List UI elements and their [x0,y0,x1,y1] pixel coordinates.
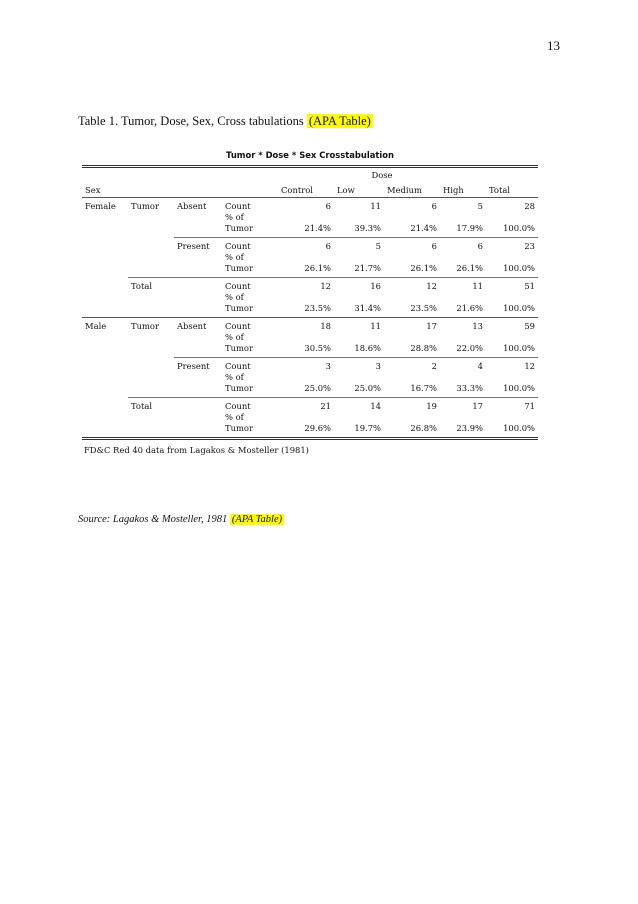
cell-high: 11 [440,278,486,293]
cell-high: 17.9% [456,223,483,233]
cell-total: 51 [486,278,538,293]
dose-header: Dose [278,167,486,182]
table-footnote: FD&C Red 40 data from Lagakos & Mosteller (1981) [84,445,309,455]
cell-control: 23.5% [304,303,331,313]
cell-medium: 6 [431,201,437,211]
cell-low: 5 [334,238,384,253]
cell-low: 11 [334,318,384,333]
table-row [82,412,538,439]
cell-sex [82,412,128,439]
cell-medium: 6 [384,238,440,253]
cell-control: 25.0% [304,383,331,393]
cell-medium: 2 [384,358,440,373]
cell-sub [174,372,222,398]
cell-measure: % of Tumor [225,252,253,273]
cell-total: 100.0% [503,223,535,233]
cell-total: 100.0% [503,303,535,313]
cell-medium: 26.1% [410,263,437,273]
table-row [82,198,538,213]
table-row [82,292,538,318]
cell-high: 5 [477,201,483,211]
header-high: High [440,181,486,198]
cell-sex [82,292,128,318]
cell-low: 25.0% [354,383,381,393]
caption-text: Table 1. Tumor, Dose, Sex, Cross tabulations [78,114,304,128]
header-medium: Medium [384,181,440,198]
cell-low: 18.6% [354,343,381,353]
source-text: Source: Lagakos & Mosteller, 1981 [78,514,228,525]
cell-total: 100.0% [503,263,535,273]
cell-low: 19.7% [334,412,384,439]
cell-group [128,252,174,278]
table-row [82,238,538,253]
cell-total: 100.0% [486,412,538,439]
cell-group [128,332,174,358]
header-sex: Sex [82,181,128,198]
cell-low: 16 [334,278,384,293]
cell-medium: 21.4% [410,223,437,233]
table-row [82,372,538,398]
cell-sub [174,398,222,413]
cell-measure: Count [222,358,278,373]
cell-group [128,412,174,439]
cell-sex: Male [82,318,128,333]
cell-measure: % of Tumor [225,332,253,353]
cell-high: 26.1% [456,263,483,273]
cell-sex [82,238,128,253]
cell-measure: Count [222,238,278,253]
table-row [82,278,538,293]
table-row [82,332,538,358]
cell-sub [174,278,222,293]
table-row [82,318,538,333]
cell-control: 12 [278,278,334,293]
cell-control: 29.6% [278,412,334,439]
cell-sex [82,372,128,398]
table-row [82,358,538,373]
cell-medium: 12 [384,278,440,293]
cell-total: 100.0% [503,343,535,353]
cell-low: 3 [334,358,384,373]
crosstab-table-block [82,150,538,455]
cell-measure: Count [225,201,251,211]
table-title: Tumor * Dose * Sex Crosstabulation [226,150,394,160]
cell-low: 39.3% [354,223,381,233]
cell-low: 21.7% [354,263,381,273]
cell-total: 12 [486,358,538,373]
cell-medium: 17 [384,318,440,333]
cell-control: 3 [278,358,334,373]
cell-high: 21.6% [456,303,483,313]
cell-sub: Present [174,238,222,253]
cell-group [128,238,174,253]
cell-group: Total [128,398,174,413]
table-row [82,252,538,278]
cell-control: 21 [278,398,334,413]
cell-low: 11 [370,201,381,211]
table-row [82,398,538,413]
dose-header-row [82,167,538,182]
cell-measure: Count [222,318,278,333]
cell-low: 31.4% [354,303,381,313]
cell-group: Tumor [128,318,174,333]
source-highlight: (APA Table) [231,514,283,525]
cell-group [128,212,174,238]
cell-sub [174,412,222,439]
cell-measure: Count [222,278,278,293]
cell-medium: 28.8% [410,343,437,353]
cell-medium: 19 [384,398,440,413]
column-header-row [82,181,538,198]
cell-total: 28 [524,201,535,211]
cell-medium: 26.8% [384,412,440,439]
cell-sex [82,212,128,238]
cell-sub [174,292,222,318]
cell-high: 23.9% [440,412,486,439]
cell-sex: Female [85,201,116,211]
cell-sub: Present [174,358,222,373]
cell-group [128,358,174,373]
cell-sub [174,212,222,238]
cell-measure: % of Tumor [225,372,253,393]
cell-control: 30.5% [304,343,331,353]
cell-high: 17 [440,398,486,413]
cell-high: 6 [440,238,486,253]
cell-total: 71 [486,398,538,413]
header-control: Control [278,181,334,198]
cell-sex [82,278,128,293]
cell-total: 100.0% [503,383,535,393]
source-line [78,514,284,525]
cell-total: 23 [486,238,538,253]
header-low: Low [334,181,384,198]
cell-measure: % of Tumor [225,292,253,313]
cell-sex [82,332,128,358]
cell-measure: % of Tumor [222,412,278,439]
cell-group [128,372,174,398]
cell-high: 4 [440,358,486,373]
cell-sub [174,332,222,358]
cell-control: 21.4% [304,223,331,233]
cell-high: 33.3% [456,383,483,393]
crosstab-table [82,165,538,440]
cell-control: 6 [325,201,331,211]
caption-highlight: (APA Table) [308,114,371,128]
cell-medium: 16.7% [410,383,437,393]
cell-sub: Absent [174,318,222,333]
cell-medium: 23.5% [410,303,437,313]
table-caption [78,114,373,129]
page-number: 13 [547,38,560,53]
cell-group: Total [128,278,174,293]
cell-sex [82,398,128,413]
cell-group: Tumor [131,201,159,211]
cell-high: 13 [440,318,486,333]
cell-total: 59 [486,318,538,333]
cell-sex [82,252,128,278]
cell-control: 6 [278,238,334,253]
cell-sex [82,358,128,373]
table-row [82,212,538,238]
cell-control: 18 [278,318,334,333]
cell-measure: Count [222,398,278,413]
cell-sub [174,252,222,278]
cell-low: 14 [334,398,384,413]
cell-control: 26.1% [304,263,331,273]
header-total: Total [486,181,538,198]
cell-group [128,292,174,318]
cell-high: 22.0% [456,343,483,353]
cell-measure: % of Tumor [225,212,253,233]
cell-sub: Absent [177,201,207,211]
